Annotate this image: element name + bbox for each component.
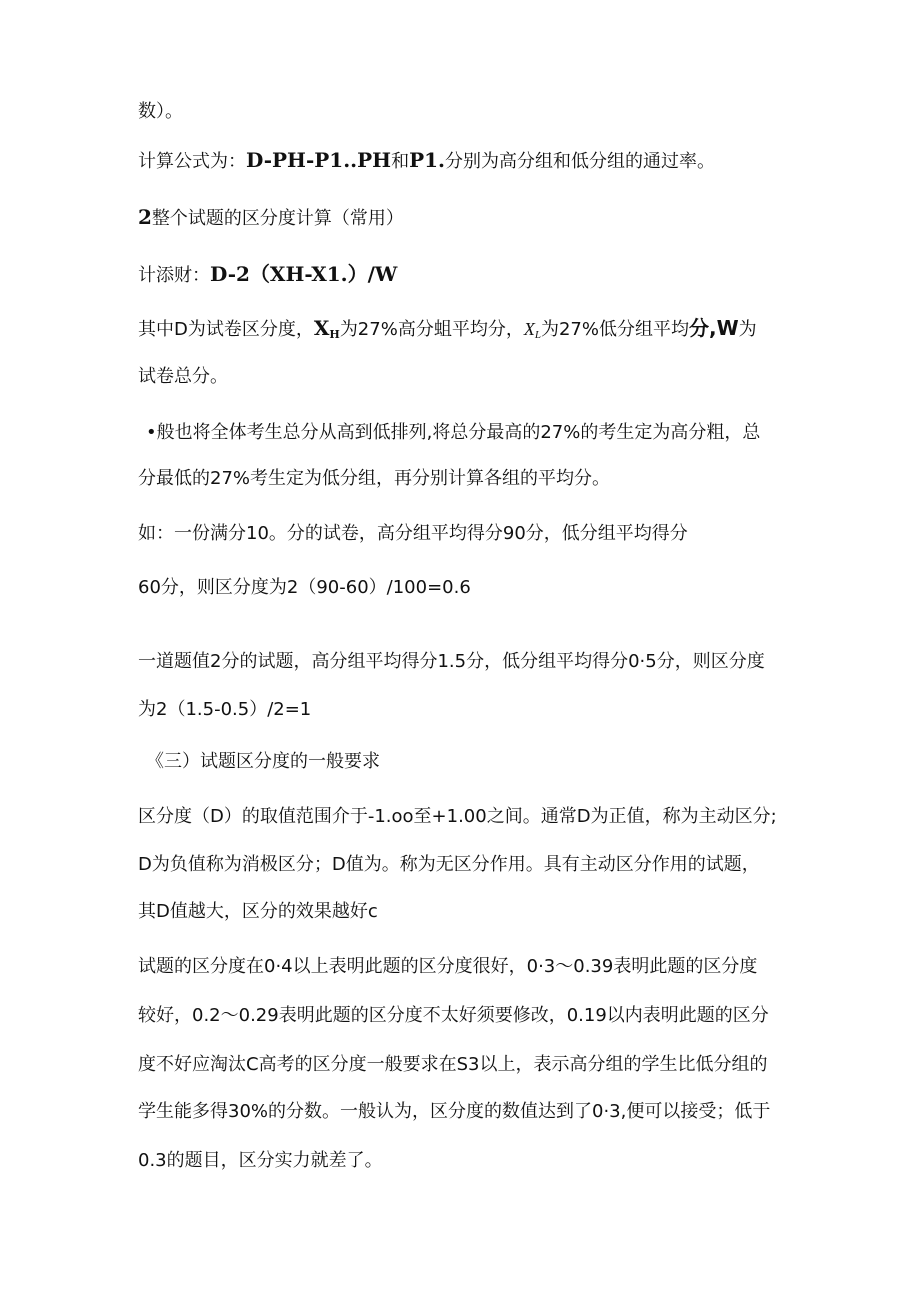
text: 学生能多得30%的分数。一般认为，区分度的数值达到了0·3,便可以接受；低于 [138, 1101, 771, 1122]
section-heading-2 [138, 205, 404, 231]
symbol-xh [314, 316, 340, 340]
text: •般也将全体考生总分从高到低排列,将总分最高的27%的考生定为高分粗，总 [146, 422, 761, 443]
text-line-10 [138, 576, 471, 600]
section-heading-3 [146, 750, 380, 774]
text: D为负值称为消极区分；D值为。称为无区分作用。具有主动区分作用的试题， [138, 854, 760, 875]
text: 如：一份满分10。分的试卷，高分组平均得分90分，低分组平均得分 [138, 523, 688, 544]
text-line-16 [138, 900, 378, 924]
text-line-18 [138, 1004, 769, 1028]
text-line-17 [138, 955, 757, 979]
text-line-12 [138, 698, 311, 722]
text-line-4 [138, 262, 397, 288]
text-line-21 [138, 1149, 383, 1173]
text-line-14 [138, 805, 777, 829]
formula: D-PH-P1..PH [246, 148, 392, 172]
text: 一道题值2分的试题，高分组平均得分1.5分，低分组平均得分0·5分，则区分度 [138, 651, 765, 672]
symbol: X [313, 316, 330, 340]
text: 其中D为试卷区分度， [138, 319, 314, 340]
text: 度不好应淘汰C高考的区分度一般要求在S3以上，表示高分组的学生比低分组的 [138, 1054, 768, 1075]
text: 其D值越大，区分的效果越好c [138, 901, 378, 922]
formula: P1. [409, 148, 445, 172]
text: 较好，0.2～0.29表明此题的区分度不太好须要修改，0.19以内表明此题的区分 [138, 1005, 769, 1026]
symbol: 分,W [688, 316, 739, 340]
text-line-1 [138, 100, 183, 124]
text: 和 [391, 151, 410, 172]
text-line-20 [138, 1100, 770, 1124]
heading-text: 整个试题的区分度计算（常用） [151, 208, 404, 229]
text: 为27%高分蛆平均分， [339, 319, 524, 340]
text: 60分，则区分度为2（90-60）/100=0.6 [138, 577, 471, 598]
text-line-6 [138, 365, 228, 389]
heading-number: 2 [138, 205, 152, 229]
symbol: X [523, 319, 535, 339]
subscript: H [329, 328, 340, 341]
formula: D-2（XH-X1.）/W [210, 262, 398, 286]
text: 试卷总分。 [138, 366, 228, 387]
text: 为2（1.5-0.5）/2=1 [138, 699, 312, 720]
text: 分别为高分组和低分组的通过率。 [445, 151, 715, 172]
text-line-8 [138, 467, 610, 491]
text-line-11 [138, 650, 765, 674]
symbol-xl [524, 319, 541, 339]
text-line-5 [138, 316, 757, 347]
text: 计添财： [138, 265, 210, 286]
text: 为27%低分组平均 [540, 319, 689, 340]
text-line-19 [138, 1053, 767, 1077]
text: 区分度（D）的取值范围介于-1.oo至+1.00之间。通常D为正值，称为主动区分; [138, 806, 777, 827]
text: 数）。 [138, 101, 183, 122]
heading-text: 《三）试题区分度的一般要求 [146, 751, 380, 772]
text: 试题的区分度在0·4以上表明此题的区分度很好，0·3～0.39表明此题的区分度 [138, 956, 758, 977]
text: 为 [738, 319, 757, 340]
text-line-2 [138, 148, 715, 174]
text: 0.3的题目，区分实力就差了。 [138, 1150, 383, 1171]
text-line-7 [146, 421, 760, 445]
subscript: L [534, 329, 541, 341]
text: 计算公式为： [138, 151, 246, 172]
text-line-9 [138, 522, 688, 546]
text: 分最低的27%考生定为低分组，再分别计算各组的平均分。 [138, 468, 611, 489]
text-line-15 [138, 853, 760, 877]
